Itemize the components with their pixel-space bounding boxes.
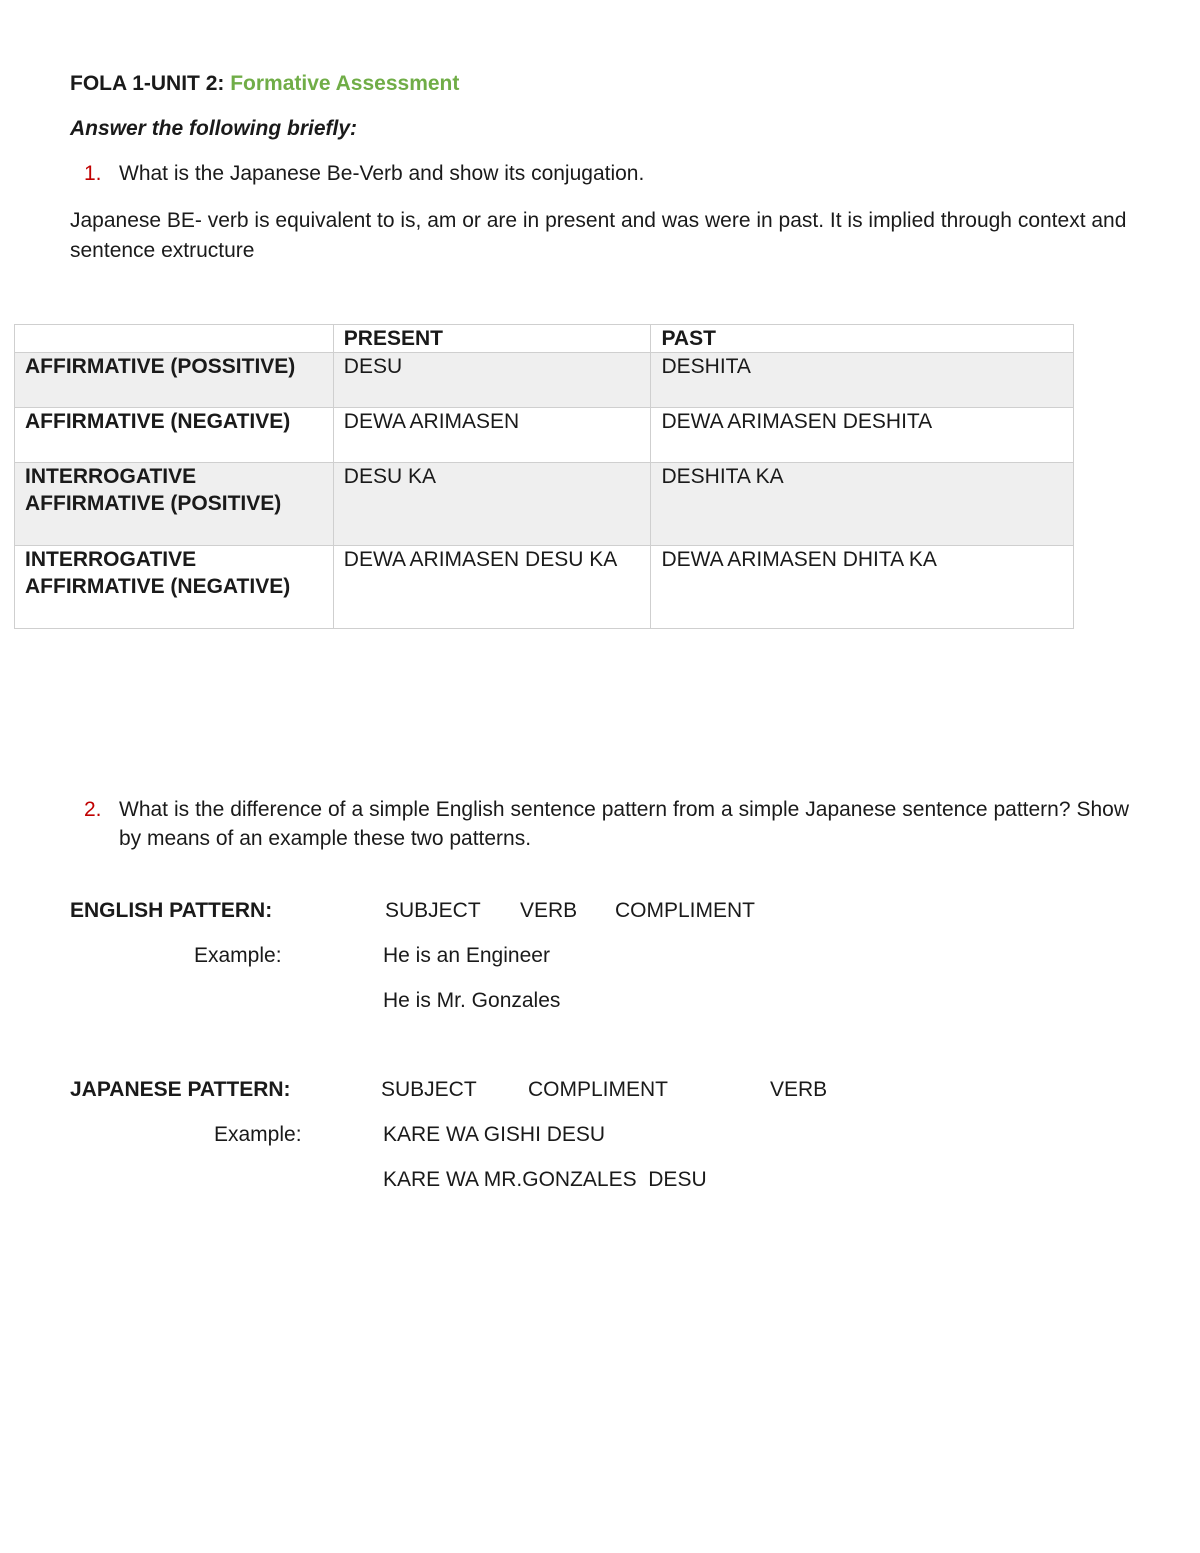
table-row-label: INTERROGATIVE AFFIRMATIVE (POSITIVE) [15, 463, 334, 546]
japanese-example-1: KARE WA GISHI DESU [383, 1123, 606, 1146]
instruction: Answer the following briefly: [70, 117, 358, 140]
table-cell-past: DEWA ARIMASEN DESHITA [651, 408, 1074, 463]
table-header-cell [15, 325, 334, 353]
conjugation-table [14, 324, 1074, 629]
question-1-number: 1. [84, 162, 102, 185]
table-cell-past: DEWA ARIMASEN DHITA KA [651, 546, 1074, 629]
table-row [15, 353, 1074, 408]
title-prefix: FOLA 1-UNIT 2: [70, 72, 231, 95]
table-cell-present: DEWA ARIMASEN [333, 408, 651, 463]
table-cell-present: DESU KA [333, 463, 651, 546]
question-1 [84, 162, 645, 186]
japanese-pattern-verb: VERB [770, 1078, 828, 1101]
japanese-example-2: KARE WA MR.GONZALES DESU [383, 1168, 707, 1191]
table-cell-past: DESHITA KA [651, 463, 1074, 546]
title-suffix: Formative Assessment [230, 72, 460, 95]
english-pattern-subject: SUBJECT [385, 899, 481, 922]
english-example-2: He is Mr. Gonzales [383, 989, 561, 1012]
english-example-label: Example: [194, 944, 282, 967]
question-2 [84, 795, 1129, 853]
question-1-text: What is the Japanese Be-Verb and show its conjugation. [119, 162, 645, 185]
japanese-pattern-compliment: COMPLIMENT [528, 1078, 669, 1101]
table-cell-present: DESU [333, 353, 651, 408]
question-2-text: What is the difference of a simple English sentence pattern from a simple Japanese sentence pattern? Show by means of an example these two patterns. [119, 798, 1129, 850]
english-pattern-compliment: COMPLIMENT [615, 899, 756, 922]
english-pattern-verb: VERB [520, 899, 578, 922]
question-1-answer: Japanese BE- verb is equivalent to is, am or are in present and was were in past. It is implied through context and sentence extructure [70, 209, 1127, 262]
table-row [15, 408, 1074, 463]
table-row-label: AFFIRMATIVE (POSSITIVE) [15, 353, 334, 408]
table-header-row [15, 325, 1074, 353]
question-2-number: 2. [84, 798, 102, 821]
table-row [15, 546, 1074, 629]
japanese-pattern-label: JAPANESE PATTERN: [70, 1078, 291, 1101]
table-row-label: INTERROGATIVE AFFIRMATIVE (NEGATIVE) [15, 546, 334, 629]
page-title [70, 72, 459, 96]
table-row [15, 463, 1074, 546]
english-example-1: He is an Engineer [383, 944, 550, 967]
japanese-example-label: Example: [214, 1123, 302, 1146]
table-header-cell: PAST [651, 325, 1074, 353]
english-pattern-label: ENGLISH PATTERN: [70, 899, 273, 922]
table-cell-present: DEWA ARIMASEN DESU KA [333, 546, 651, 629]
japanese-pattern-subject: SUBJECT [381, 1078, 477, 1101]
table-cell-past: DESHITA [651, 353, 1074, 408]
table-row-label: AFFIRMATIVE (NEGATIVE) [15, 408, 334, 463]
table-header-cell: PRESENT [333, 325, 651, 353]
